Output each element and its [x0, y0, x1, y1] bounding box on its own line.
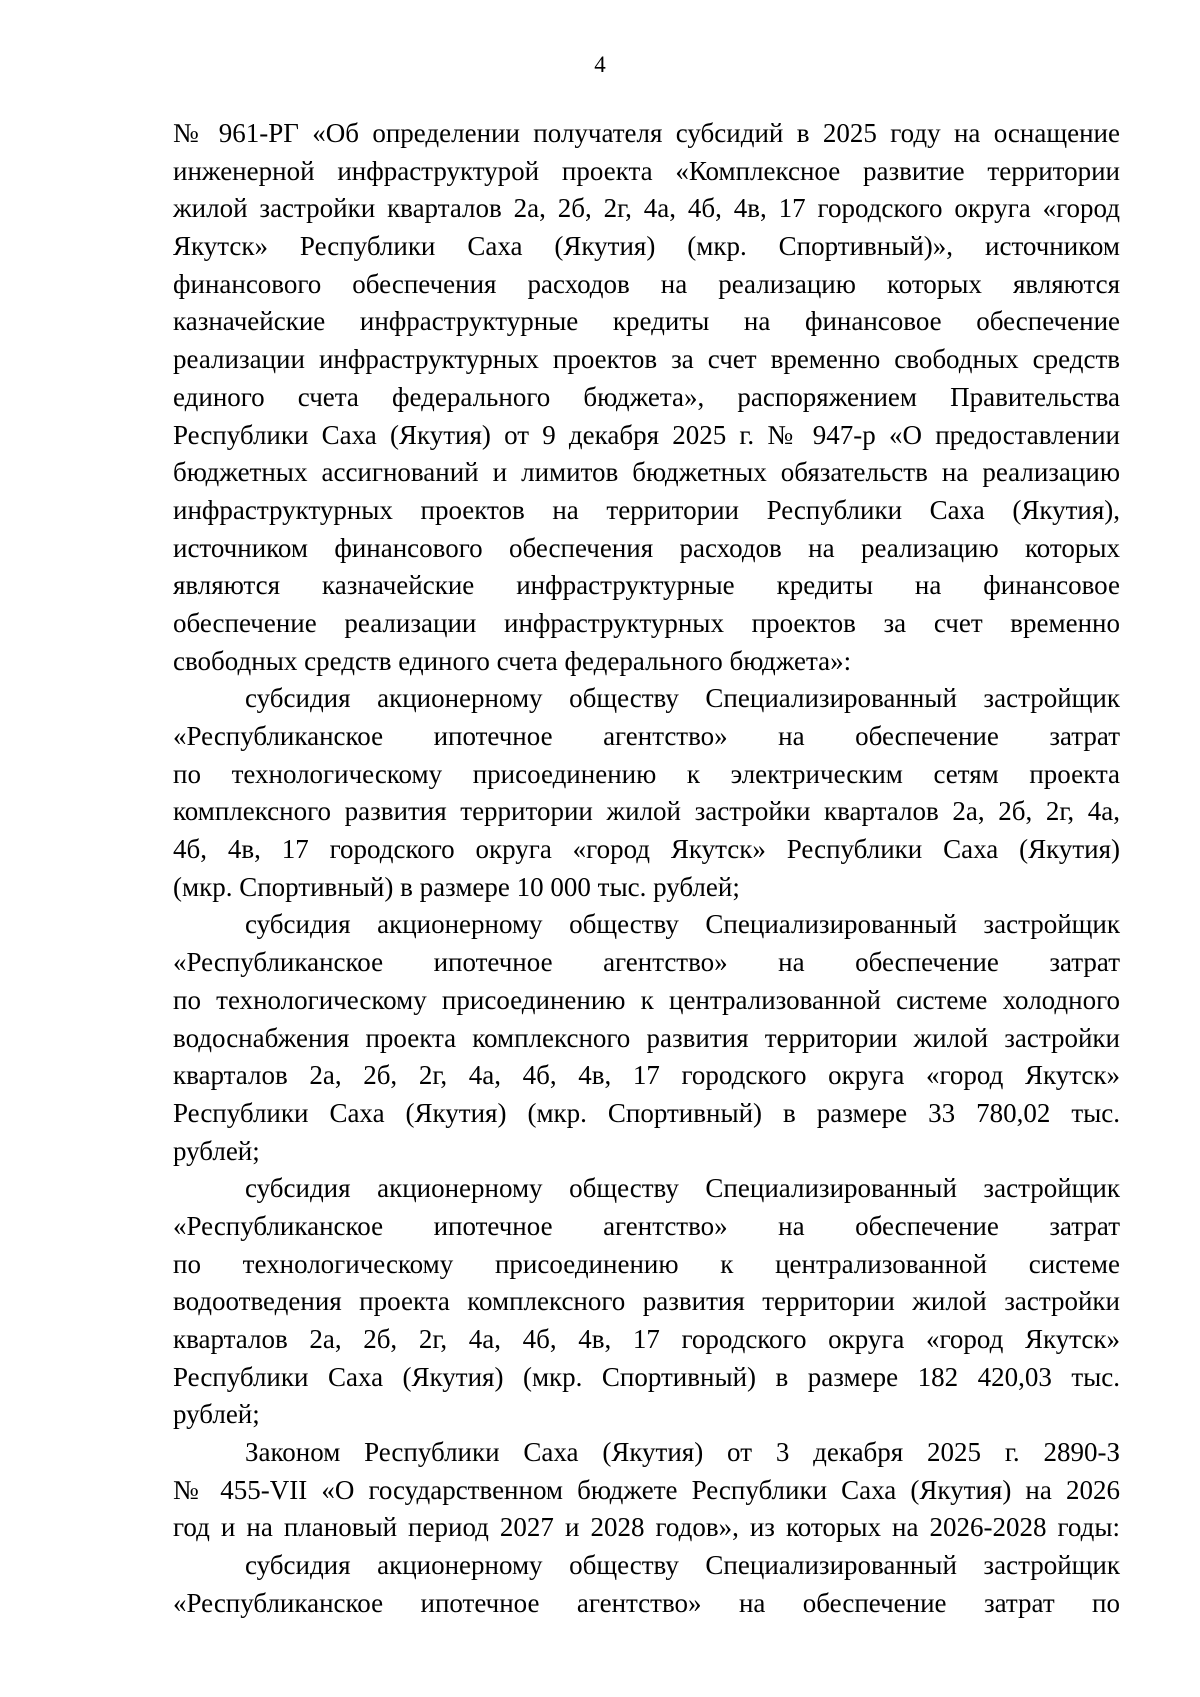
text-line: Республики Саха (Якутия) от 9 декабря 2025 г. № 947-р «О предоставлении	[173, 419, 1120, 450]
text-line: субсидия акционерному обществу Специализированный застройщик	[245, 1550, 1120, 1581]
text-line: Республики Саха (Якутия) (мкр. Спортивный) в размере 182 420,03 тыс.	[173, 1361, 1120, 1392]
text-line: «Республиканское ипотечное агентство» на обеспечение затрат	[173, 947, 1120, 978]
text-line: инфраструктурных проектов на территории Республики Саха (Якутия),	[173, 494, 1120, 525]
text-line: по технологическому присоединению к электрическим сетям проекта	[173, 758, 1120, 789]
text-line: «Республиканское ипотечное агентство» на обеспечение затрат	[173, 721, 1120, 751]
text-line: обеспечение реализации инфраструктурных проектов за счет временно	[173, 607, 1120, 638]
text-line: бюджетных ассигнований и лимитов бюджетных обязательств на реализацию	[173, 457, 1120, 488]
text-line: год и на плановый период 2027 и 2028 годов», из которых на 2026-2028 годы:	[173, 1512, 1120, 1543]
text-line: 4б, 4в, 17 городского округа «город Якутск» Республики Саха (Якутия)	[173, 834, 1120, 865]
text-line: № 455-VII «О государственном бюджете Республики Саха (Якутия) на 2026	[173, 1474, 1120, 1505]
text-line: по технологическому присоединению к централизованной системе холодного	[173, 984, 1120, 1015]
text-line: (мкр. Спортивный) в размере 10 000 тыс. рублей;	[173, 871, 740, 902]
text-line: единого счета федерального бюджета», распоряжением Правительства	[173, 381, 1120, 412]
text-line: рублей;	[173, 1399, 260, 1430]
text-line: «Республиканское ипотечное агентство» на обеспечение затрат	[173, 1210, 1120, 1241]
text-line: свободных средств единого счета федерального бюджета»:	[173, 645, 852, 676]
text-line: источником финансового обеспечения расходов на реализацию которых	[173, 532, 1120, 563]
text-line: финансового обеспечения расходов на реализацию которых являются	[173, 268, 1120, 299]
text-line: субсидия акционерному обществу Специализированный застройщик	[245, 683, 1120, 714]
text-line: по технологическому присоединению к централизованной системе	[173, 1248, 1120, 1279]
text-line: кварталов 2а, 2б, 2г, 4а, 4б, 4в, 17 городского округа «город Якутск»	[173, 1324, 1120, 1354]
text-line: «Республиканское ипотечное агентство» на обеспечение затрат по	[173, 1587, 1120, 1618]
text-line: являются казначейские инфраструктурные кредиты на финансовое	[173, 570, 1120, 601]
text-line: кварталов 2а, 2б, 2г, 4а, 4б, 4в, 17 городского округа «город Якутск»	[173, 1060, 1120, 1091]
page-number: 4	[594, 52, 606, 77]
text-line: субсидия акционерному обществу Специализированный застройщик	[245, 1173, 1120, 1204]
text-line: инженерной инфраструктурой проекта «Комплексное развитие территории	[173, 155, 1120, 186]
text-line: комплексного развития территории жилой застройки кварталов 2а, 2б, 2г, 4а,	[173, 796, 1120, 827]
text-line: рублей;	[173, 1135, 260, 1166]
text-line: Якутск» Республики Саха (Якутия) (мкр. Спортивный)», источником	[173, 231, 1120, 262]
document-body	[173, 115, 1120, 1623]
text-line: жилой застройки кварталов 2а, 2б, 2г, 4а, 4б, 4в, 17 городского округа «город	[173, 193, 1120, 224]
text-line: водоотведения проекта комплексного развития территории жилой застройки	[173, 1286, 1120, 1317]
text-line: № 961-РГ «Об определении получателя субсидий в 2025 году на оснащение	[173, 118, 1120, 148]
text-line: реализации инфраструктурных проектов за счет временно свободных средств	[173, 344, 1120, 375]
text-line: Республики Саха (Якутия) (мкр. Спортивный) в размере 33 780,02 тыс.	[173, 1097, 1120, 1128]
text-line: водоснабжения проекта комплексного развития территории жилой застройки	[173, 1022, 1120, 1053]
text-line: Законом Республики Саха (Якутия) от 3 декабря 2025 г. 2890-З	[245, 1437, 1120, 1468]
text-line: субсидия акционерному обществу Специализированный застройщик	[245, 909, 1120, 940]
text-line: казначейские инфраструктурные кредиты на финансовое обеспечение	[173, 306, 1120, 337]
